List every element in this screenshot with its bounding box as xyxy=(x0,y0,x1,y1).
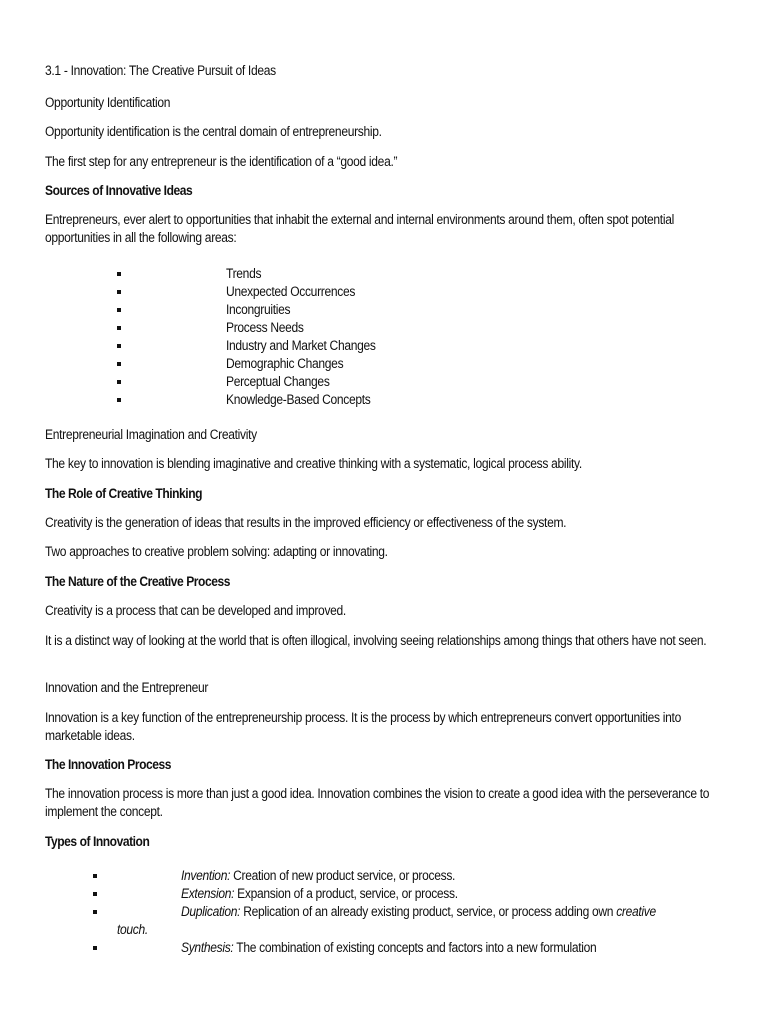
process-paragraph: The innovation process is more than just a good idea. Innovation combines the vision to create a good idea with the perseverance to implement the concept. xyxy=(45,786,710,819)
role-paragraph-2: Two approaches to creative problem solving: adapting or innovating. xyxy=(45,544,388,559)
bullet-icon xyxy=(93,874,97,878)
type-desc: Expansion of a product, service, or process. xyxy=(234,886,458,901)
sources-heading: Sources of Innovative Ideas xyxy=(45,183,193,198)
type-term: Invention: xyxy=(181,868,231,883)
sources-paragraph: Entrepreneurs, ever alert to opportunities that inhabit the external and internal environments around them, often spot potential opportunities in all the following areas: xyxy=(45,212,674,245)
imagination-paragraph: The key to innovation is blending imaginative and creative thinking with a systematic, logical process ability. xyxy=(45,456,582,471)
opportunity-heading: Opportunity Identification xyxy=(45,95,171,110)
bullet-icon xyxy=(117,290,121,294)
document-page: 3.1 - Innovation: The Creative Pursuit of Ideas Opportunity Identification Opportunity identification is the central domain of entrepreneurship. The first step for any entrepreneur is the identification of a “good idea.” Sources of Innovative Ideas Entrepreneurs, ever alert to opportunities that inhabit the external and internal environments around them, often spot potential opportunities in all the following areas: Trends Unexpected Occurrences Incongruities Process Needs Industry and Market Changes Demographic Changes Perceptual Changes Knowledge-Based Concepts Entrepreneurial Imagination and Creativity The key to innovation is blending imaginative and creative thinking with a systematic, logical process ability. The Role of Creative Thinking Creativity is the generation of ideas that results in the improved efficiency or effectiveness of the system. Two approaches to creative problem solving: adapting or innovating. The Nature of the Creative Process Creativity is a process that can be developed and improved. It is a distinct way of looking at the world that is often illogical, involving seeing relationships among things that others have not seen. Innovation and the Entrepreneur Innovation is a key function of the entrepreneurship process. It is the process by which entrepreneurs convert opportunities into marketable ideas. The Innovation Process The innovation process is more than just a good idea. Innovation combines the vision to create a good idea with the perseverance to implement the concept. Types of Innovation Invention: Creation of new product service, or process. Extension: Expansion of a product, service, or process. Duplication: Replication of an already existing product, service, or process adding own creative touch. Synthesis: The combination of existing concepts and factors into a new formulation xyxy=(0,0,768,1024)
bullet-icon xyxy=(117,308,121,312)
bullet-icon xyxy=(117,344,121,348)
type-term: Synthesis: xyxy=(181,940,234,955)
imagination-heading: Entrepreneurial Imagination and Creativity xyxy=(45,427,257,442)
section-heading: 3.1 - Innovation: The Creative Pursuit of Ideas xyxy=(45,63,276,78)
opportunity-paragraph-1: Opportunity identification is the central domain of entrepreneurship. xyxy=(45,124,382,139)
bullet-icon xyxy=(117,272,121,276)
bullet-icon xyxy=(117,326,121,330)
nature-paragraph-2: It is a distinct way of looking at the world that is often illogical, involving seeing relationships among things that others have not seen. xyxy=(45,633,707,648)
type-desc: Replication of an already existing product, service, or process adding own xyxy=(240,904,617,919)
nature-heading: The Nature of the Creative Process xyxy=(45,574,230,589)
type-term: Duplication: xyxy=(181,904,241,919)
type-term: Extension: xyxy=(181,886,235,901)
types-heading: Types of Innovation xyxy=(45,834,150,849)
nature-paragraph-1: Creativity is a process that can be developed and improved. xyxy=(45,603,346,618)
process-heading: The Innovation Process xyxy=(45,757,172,772)
bullet-icon xyxy=(93,946,97,950)
bullet-icon xyxy=(93,892,97,896)
type-desc: Creation of new product service, or process. xyxy=(230,868,456,883)
bullet-icon xyxy=(117,380,121,384)
bullet-icon xyxy=(117,362,121,366)
opportunity-paragraph-2: The first step for any entrepreneur is the identification of a “good idea.” xyxy=(45,154,398,169)
type-desc-emphasis: creative xyxy=(616,904,656,919)
role-paragraph-1: Creativity is the generation of ideas that results in the improved efficiency or effectiveness of the system. xyxy=(45,515,567,530)
role-heading: The Role of Creative Thinking xyxy=(45,486,203,501)
bullet-icon xyxy=(117,398,121,402)
innovation-entrepreneur-heading: Innovation and the Entrepreneur xyxy=(45,680,209,695)
innovation-entrepreneur-paragraph: Innovation is a key function of the entrepreneurship process. It is the process by which entrepreneurs convert opportunities into marketable ideas. xyxy=(45,710,681,743)
bullet-icon xyxy=(93,910,97,914)
type-desc-emphasis: touch. xyxy=(117,922,148,937)
type-desc: The combination of existing concepts and factors into a new formulation xyxy=(233,940,597,955)
